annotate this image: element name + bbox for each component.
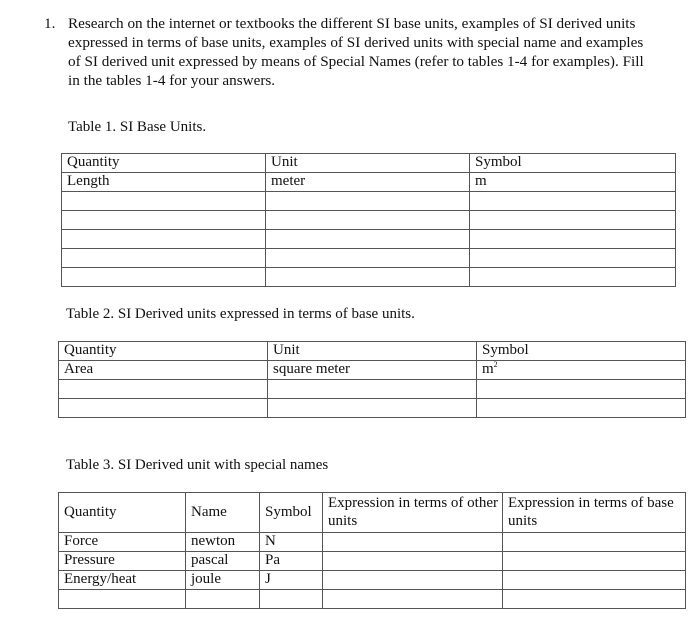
- table-header-row: [62, 154, 676, 173]
- cell-quantity[interactable]: [59, 380, 268, 399]
- cell-unit[interactable]: [268, 380, 477, 399]
- table1-caption: Table 1. SI Base Units.: [68, 119, 207, 135]
- cell-expression-other[interactable]: [323, 590, 503, 609]
- cell-expression-base[interactable]: [503, 552, 686, 571]
- header-symbol: Symbol: [477, 342, 686, 361]
- cell-symbol[interactable]: [470, 268, 676, 287]
- table-row: [59, 590, 686, 609]
- cell-unit: meter: [266, 173, 470, 192]
- table3-si-derived-special-names: [58, 492, 686, 609]
- table-row: [59, 533, 686, 552]
- cell-expression-other[interactable]: [323, 571, 503, 590]
- cell-expression-base[interactable]: [503, 590, 686, 609]
- table-row: [62, 192, 676, 211]
- cell-symbol: Pa: [260, 552, 323, 571]
- cell-name[interactable]: [186, 590, 260, 609]
- cell-unit[interactable]: [266, 230, 470, 249]
- cell-quantity[interactable]: [62, 192, 266, 211]
- table-row: [59, 361, 686, 380]
- cell-symbol[interactable]: [477, 399, 686, 418]
- cell-quantity: Pressure: [59, 552, 186, 571]
- cell-symbol: [477, 361, 686, 380]
- cell-name: pascal: [186, 552, 260, 571]
- symbol-base: m: [482, 361, 494, 377]
- symbol-exponent: 2: [493, 360, 498, 369]
- cell-unit[interactable]: [266, 192, 470, 211]
- table2-caption: Table 2. SI Derived units expressed in terms of base units.: [66, 306, 415, 322]
- cell-quantity[interactable]: [62, 268, 266, 287]
- cell-quantity[interactable]: [62, 230, 266, 249]
- cell-symbol[interactable]: [470, 192, 676, 211]
- table-row: [62, 249, 676, 268]
- header-symbol: Symbol: [260, 493, 323, 533]
- cell-quantity[interactable]: [62, 211, 266, 230]
- table-row: [59, 380, 686, 399]
- table3-caption: Table 3. SI Derived unit with special names: [66, 457, 329, 473]
- header-expression-base-units: Expression in terms of base units: [503, 493, 686, 533]
- cell-quantity: Force: [59, 533, 186, 552]
- cell-expression-base[interactable]: [503, 571, 686, 590]
- cell-expression-base[interactable]: [503, 533, 686, 552]
- table-header-row: [59, 342, 686, 361]
- cell-unit[interactable]: [266, 268, 470, 287]
- table-row: [59, 399, 686, 418]
- header-expression-other-units: Expression in terms of other units: [323, 493, 503, 533]
- header-unit: Unit: [266, 154, 470, 173]
- header-quantity: Quantity: [59, 493, 186, 533]
- header-quantity: Quantity: [62, 154, 266, 173]
- table-header-row: [59, 493, 686, 533]
- cell-symbol: N: [260, 533, 323, 552]
- cell-quantity: Length: [62, 173, 266, 192]
- cell-name: joule: [186, 571, 260, 590]
- header-unit: Unit: [268, 342, 477, 361]
- cell-expression-other[interactable]: [323, 552, 503, 571]
- table-row: [59, 552, 686, 571]
- table1-si-base-units: [61, 153, 676, 287]
- table-row: [59, 571, 686, 590]
- cell-unit[interactable]: [268, 399, 477, 418]
- cell-symbol[interactable]: [477, 380, 686, 399]
- cell-quantity: Energy/heat: [59, 571, 186, 590]
- table-row: [62, 268, 676, 287]
- cell-unit: square meter: [268, 361, 477, 380]
- table-row: [62, 173, 676, 192]
- cell-quantity: Area: [59, 361, 268, 380]
- table-row: [62, 230, 676, 249]
- cell-symbol[interactable]: [470, 211, 676, 230]
- cell-quantity[interactable]: [59, 590, 186, 609]
- question-text: Research on the internet or textbooks the different SI base units, examples of SI derived units expressed in terms of base units, examples of SI derived units with special name and examples of SI derived unit expressed by means of Special Names (refer to tables 1-4 for examples). Fill in the tables 1-4 for your answers.: [68, 15, 644, 89]
- question-1: [44, 14, 654, 90]
- cell-symbol: m: [470, 173, 676, 192]
- cell-expression-other[interactable]: [323, 533, 503, 552]
- question-number: 1.: [44, 15, 56, 32]
- cell-symbol[interactable]: [470, 230, 676, 249]
- cell-name: newton: [186, 533, 260, 552]
- header-symbol: Symbol: [470, 154, 676, 173]
- header-quantity: Quantity: [59, 342, 268, 361]
- cell-symbol[interactable]: [470, 249, 676, 268]
- cell-symbol[interactable]: [260, 590, 323, 609]
- cell-unit[interactable]: [266, 211, 470, 230]
- cell-unit[interactable]: [266, 249, 470, 268]
- table-row: [62, 211, 676, 230]
- cell-quantity[interactable]: [62, 249, 266, 268]
- cell-symbol: J: [260, 571, 323, 590]
- cell-quantity[interactable]: [59, 399, 268, 418]
- table2-si-derived-units: [58, 341, 686, 418]
- header-name: Name: [186, 493, 260, 533]
